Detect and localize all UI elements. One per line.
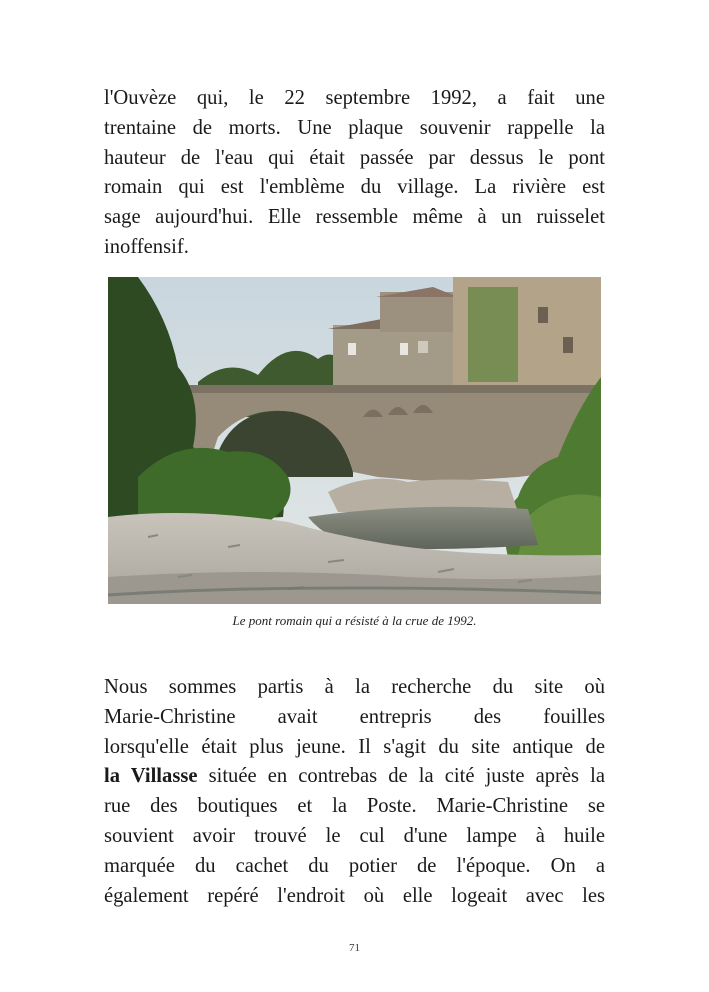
text-line: romain qui est l'emblème du village. La rivière est	[104, 176, 605, 199]
paragraph-flood-memorial	[104, 84, 605, 263]
text-line: inoffensif.	[104, 235, 189, 258]
text-line: lorsqu'elle était plus jeune. Il s'agit du site antique de	[104, 735, 605, 758]
figure-caption: Le pont romain qui a résisté à la crue de 1992.	[232, 613, 477, 628]
text-line: Nous sommes partis à la recherche du site où	[104, 676, 605, 698]
site-name-bold: la Villasse	[104, 765, 198, 788]
text-line	[104, 762, 605, 792]
text-line: sage aujourd'hui. Elle ressemble même à un ruisselet	[104, 206, 605, 229]
paragraph-villasse-site	[104, 673, 605, 911]
text-line: Marie-Christine avait entrepris des fouilles	[104, 705, 605, 728]
text-line: également repéré l'endroit où elle logeait avec les	[104, 884, 605, 907]
page-number: 71	[349, 942, 360, 954]
text-line: rue des boutiques et la Poste. Marie-Christine se	[104, 795, 605, 818]
text-line: marquée du cachet du potier de l'époque. On a	[104, 854, 605, 877]
text-line: souvient avoir trouvé le cul d'une lampe à huile	[104, 824, 605, 847]
text-line: hauteur de l'eau qui était passée par dessus le pont	[104, 146, 605, 169]
text-line: l'Ouvèze qui, le 22 septembre 1992, a fait une	[104, 87, 605, 109]
text-line: trentaine de morts. Une plaque souvenir rappelle la	[104, 116, 605, 139]
roman-bridge-photo	[108, 277, 601, 604]
text-fragment: située en contrebas de la cité juste après la	[197, 765, 605, 788]
